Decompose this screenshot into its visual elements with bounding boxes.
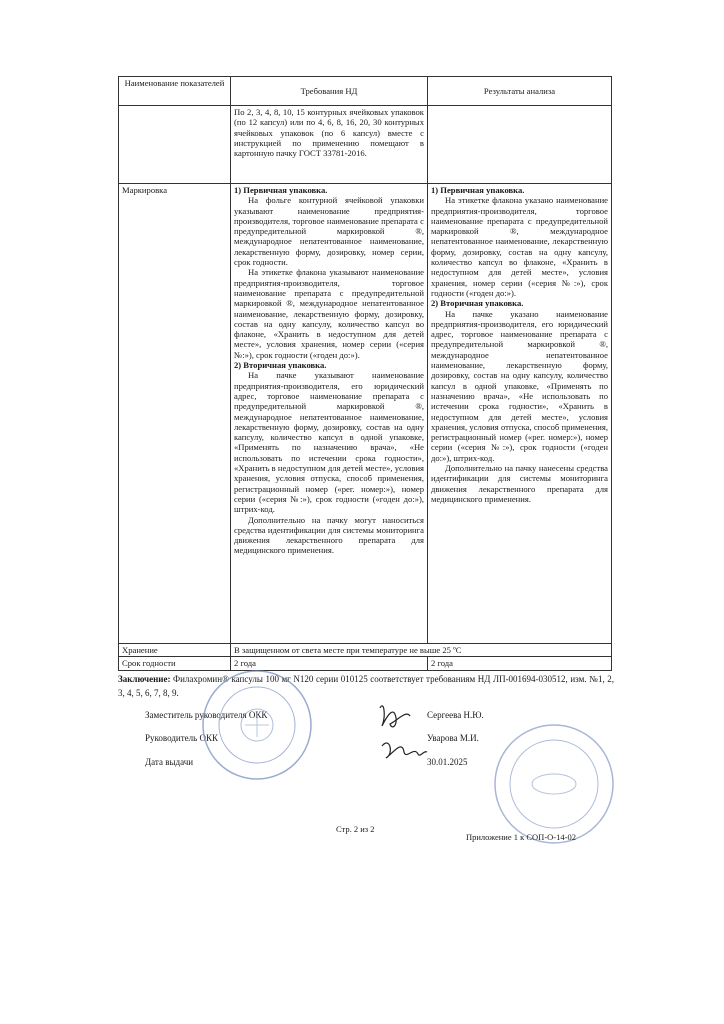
table-header-row bbox=[119, 77, 612, 106]
head-label: Руководитель ОКК bbox=[145, 733, 219, 743]
organization-stamp-right bbox=[492, 722, 617, 847]
issue-date-value: 30.01.2025 bbox=[427, 757, 468, 767]
appendix-note: Приложение 1 к СОП-О-14-02 bbox=[466, 832, 576, 842]
specification-table bbox=[118, 76, 612, 671]
conclusion bbox=[118, 672, 614, 700]
handwritten-signature bbox=[372, 696, 432, 776]
table-row-packaging bbox=[119, 106, 612, 184]
conclusion-text: Филахромин® капсулы 100 мг N120 серии 010125 соответствует требованиям НД ЛП-001694-030512, изм. №1, 2, 3, 4, 5, 6, 7, 8, 9. bbox=[118, 674, 615, 698]
deputy-label: Заместитель руководителя ОКК bbox=[145, 710, 268, 720]
req-secondary-title: 2) Вторичная упаковка. bbox=[234, 360, 327, 371]
res-primary-text-1: На этикетке флакона указано наименование предприятия-производителя, торговое наименование препарата с предупредительной маркировкой ®, международное непатентованное наименование, лекарственную форму, дозировку, состав на одну капсулу, количество капсул во флаконе, «Хранить в недоступном для детей месте», условия хранения, номер серии («серия №:»), срок годности («годен до:»). bbox=[431, 195, 608, 298]
table-row-marking bbox=[119, 184, 612, 644]
res-secondary-text-2: Дополнительно на пачку нанесены средства идентификации для системы мониторинга движения лекарственного препарата для медицинского применения. bbox=[431, 463, 608, 504]
conclusion-label: Заключение: bbox=[118, 674, 171, 684]
table-row-shelf-life bbox=[119, 657, 612, 670]
marking-result bbox=[428, 184, 612, 644]
shelf-life-name: Срок годности bbox=[119, 657, 231, 670]
marking-requirement bbox=[231, 184, 428, 644]
header-requirements: Требования НД bbox=[231, 77, 428, 106]
header-indicator: Наименование показателей bbox=[119, 77, 231, 106]
packaging-requirement: По 2, 3, 4, 8, 10, 15 контурных ячейковых упаковок (по 12 капсул) или по 4, 6, 8, 16, 20, 30 контурных ячейковых упаковок (по 6 капсул) вместе с инструкцией по применению помещают в картонную пачку ГОСТ 33781-2016. bbox=[231, 106, 428, 184]
req-primary-text-2: На этикетке флакона указывают наименование предприятия-производителя, торговое наименование препарата с предупредительной маркировкой ®, международное непатентованное наименование, лекарственную форму, дозировку, состав на одну капсулу, количество капсул во флаконе, «Хранить в недоступном для детей месте», условия хранения, номер серии («серия №:»), срок годности («годен до:»). bbox=[234, 267, 424, 360]
res-secondary-text-1: На пачке указано наименование предприятия-производителя, его юридический адрес, торговое наименование препарата с предупредительной маркировкой ®, международное непатентованное наименование, лекарственную форму, дозировку, состав на одну капсулу, количество капсул в одной упаковке, «Применять по назначению врача», «Не использовать по истечении срока годности», «Хранить в недоступном для детей месте», условия хранения, условия отпуска, способ применения, регистрационный номер («рег. номер:»), номер серии («серия №:»), срок годности («годен до:»), штрих-код. bbox=[431, 308, 608, 463]
packaging-name-cell bbox=[119, 106, 231, 184]
head-name: Уварова М.И. bbox=[427, 733, 479, 743]
page-number: Стр. 2 из 2 bbox=[336, 824, 375, 834]
req-primary-text-1: На фольге контурной ячейковой упаковки указывают наименование предприятия-производителя, торговое наименование препарата с предупредительной маркировкой ®, международное непатентованное наименование, лекарственную форму, дозировку, номер серии, срок годности. bbox=[234, 195, 424, 268]
req-secondary-text-1: На пачке указывают наименование предприятия-производителя, его юридический адрес, торговое наименование препарата с предупредительной маркировкой ®, международное непатентованное наименование, лекарственную форму, дозировку, состав на одну капсулу, количество капсул в одной упаковке, «Применять по назначению врача», «Не использовать по истечении срока годности», «Хранить в недоступном для детей месте», условия хранения, условия отпуска, способ применения, регистрационный номер («рег. номер:»), номер серии («серия №:»), срок годности («годен до:»), штрих-код. bbox=[234, 370, 424, 515]
req-secondary-text-2: Дополнительно на пачку могут наноситься средства идентификации для системы мониторинга движения лекарственного препарата для медицинского применения. bbox=[234, 514, 424, 556]
storage-value: В защищенном от света месте при температуре не выше 25 ºС bbox=[231, 644, 612, 657]
deputy-name: Сергеева Н.Ю. bbox=[427, 710, 484, 720]
issue-date-label: Дата выдачи bbox=[145, 757, 194, 767]
shelf-life-result: 2 года bbox=[428, 657, 612, 670]
req-primary-title: 1) Первичная упаковка. bbox=[234, 185, 328, 195]
res-primary-title: 1) Первичная упаковка. bbox=[431, 185, 525, 195]
res-secondary-title: 2) Вторичная упаковка. bbox=[431, 298, 524, 309]
packaging-result bbox=[428, 106, 612, 184]
header-results: Результаты анализа bbox=[428, 77, 612, 106]
marking-name: Маркировка bbox=[119, 184, 231, 644]
table-row-storage bbox=[119, 644, 612, 657]
storage-name: Хранение bbox=[119, 644, 231, 657]
organization-stamp-left bbox=[200, 668, 315, 783]
shelf-life-requirement: 2 года bbox=[231, 657, 428, 670]
